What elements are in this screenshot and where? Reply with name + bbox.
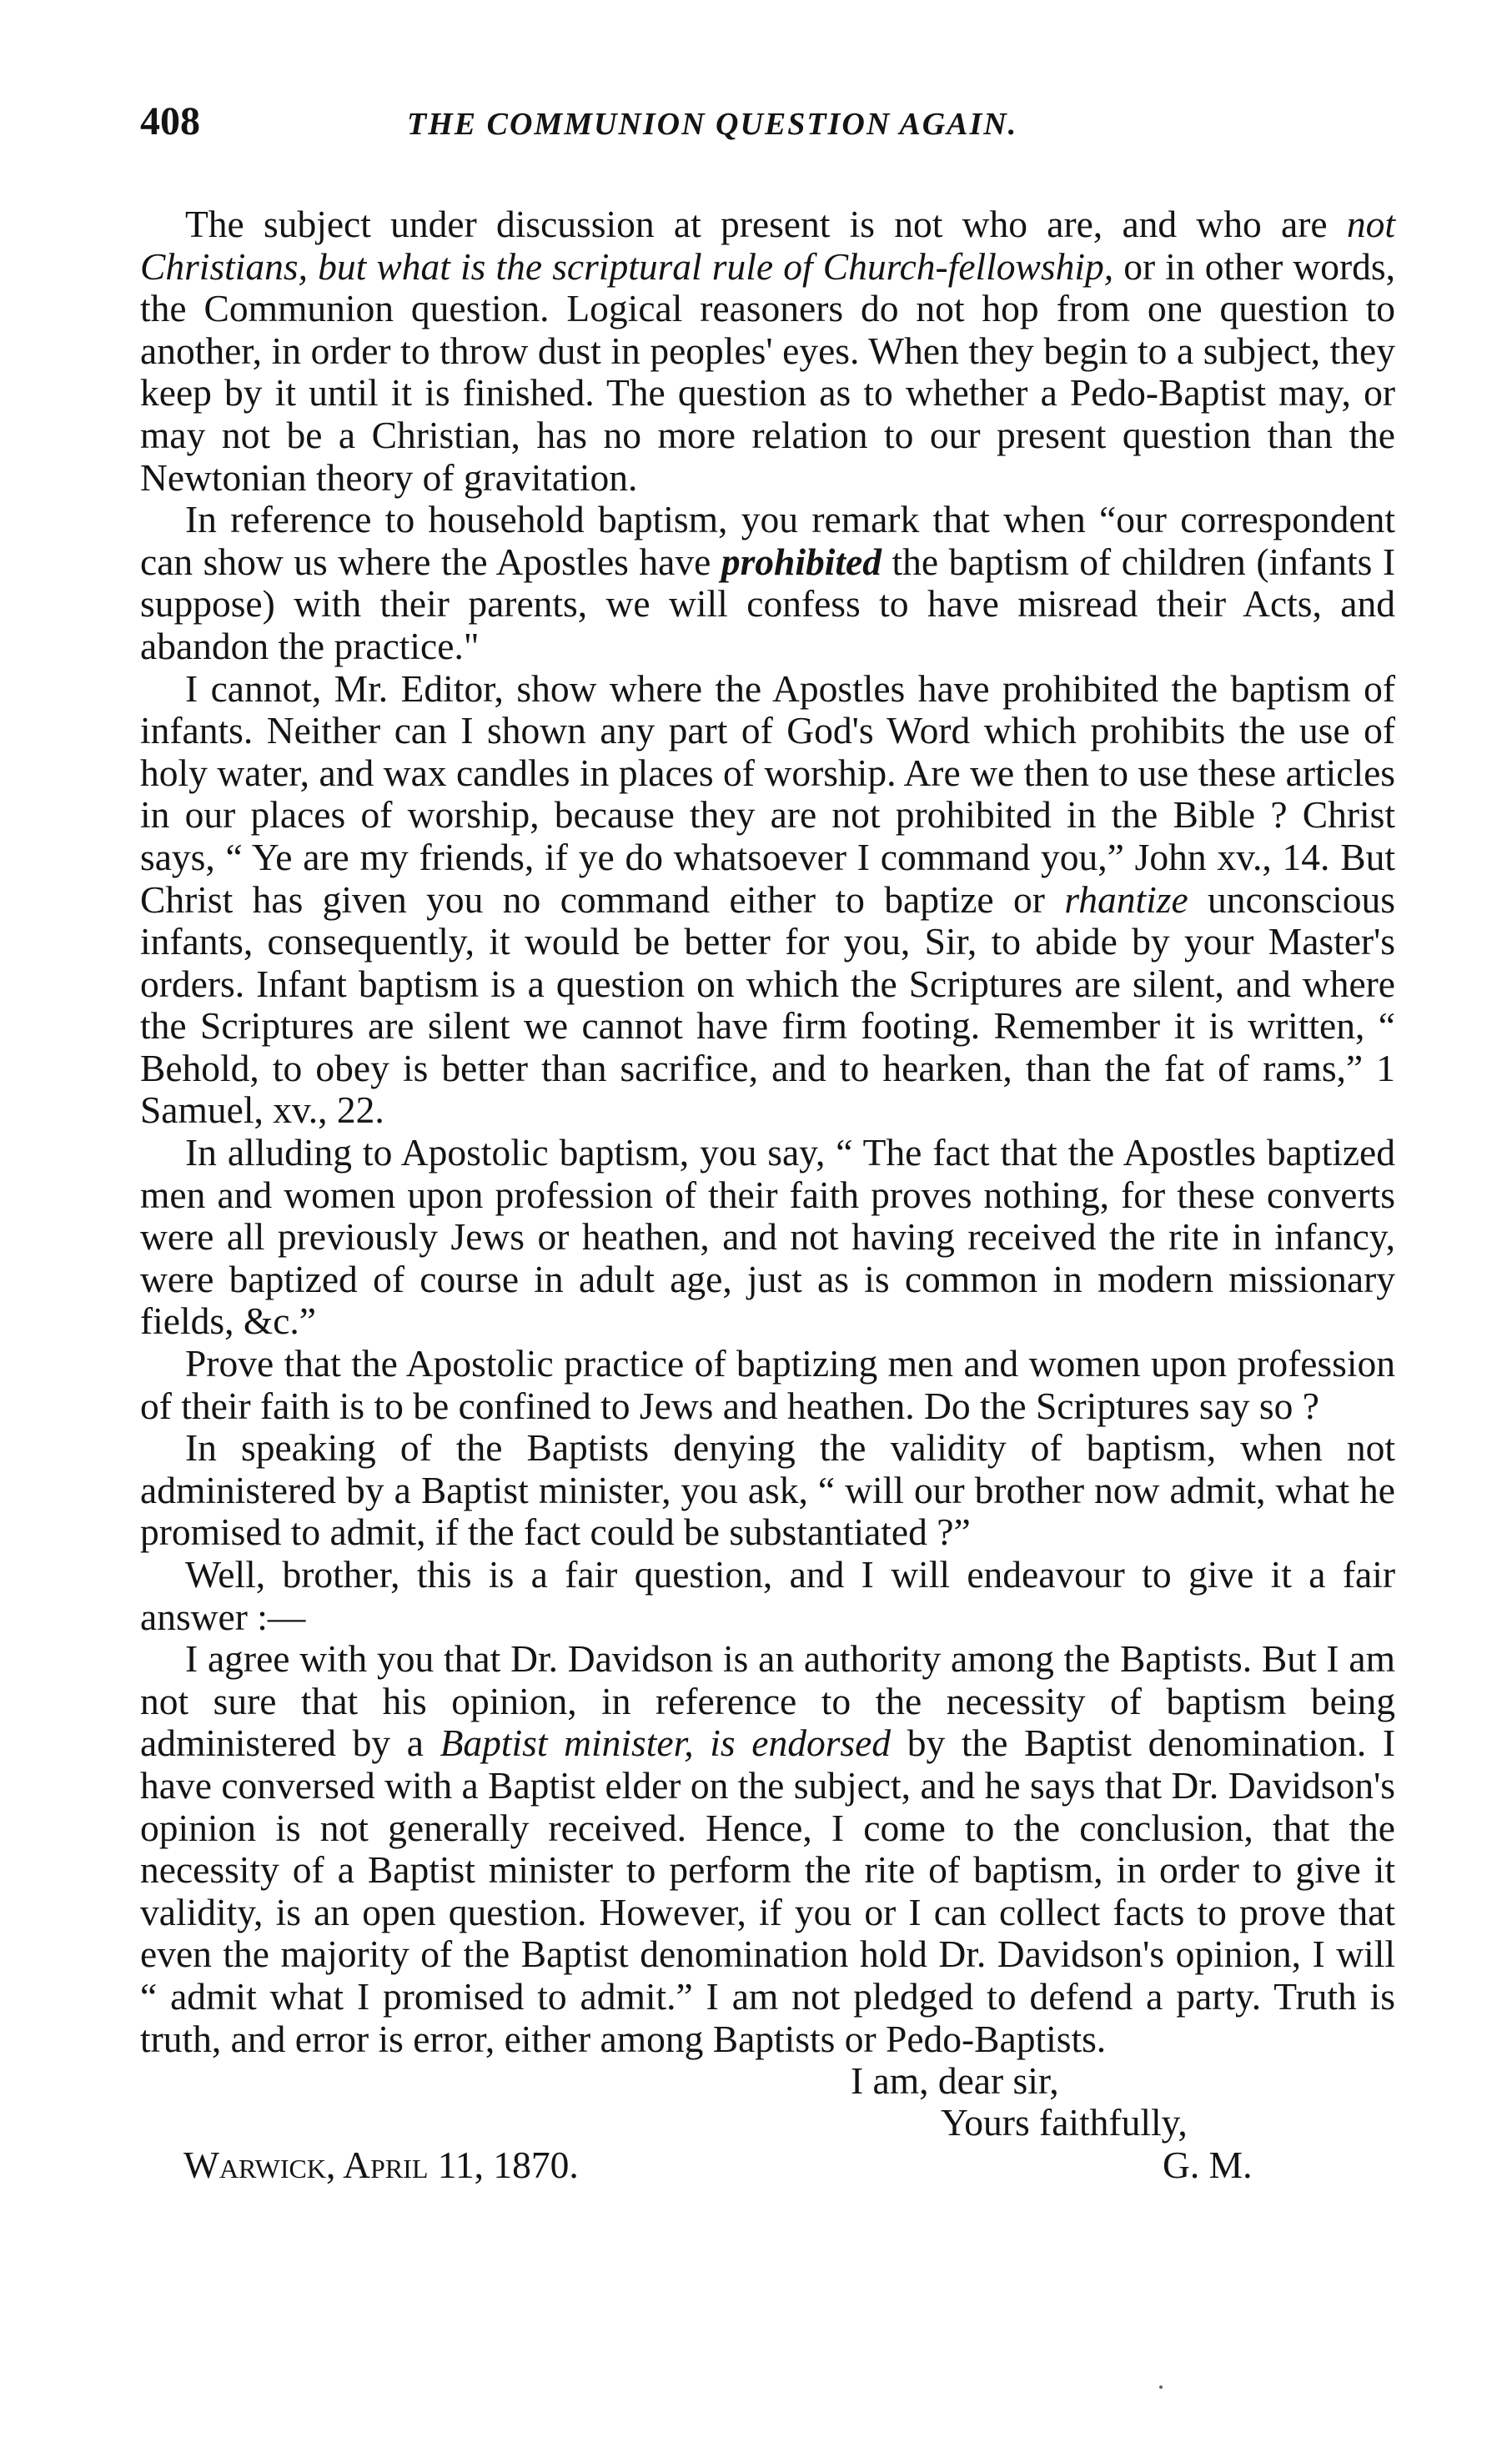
body-text [140, 204, 1395, 2060]
text-run: I cannot, Mr. Editor, show where the Apostles have prohibited the baptism of infants. Neither can I shown any part of God's Word which prohibits the use of holy water, and wax candles in places of worship. Are we then to use these articles in our places of worship, because they are not prohibited in the Bible ? Christ says, “ Ye are my friends, if ye do whatsoever I command you,” John xv., 14. But Christ has given you no command either to baptize or [140, 666, 1395, 921]
paragraph [140, 1638, 1395, 2060]
text-run: Prove that the Apostolic practice of baptizing men and women upon profession of their faith is to be confined to Jews and heathen. Do the Scriptures say so ? [140, 1342, 1395, 1427]
paragraph [140, 1343, 1395, 1427]
paragraph [140, 204, 1395, 499]
text-run: In alluding to Apostolic baptism, you say, “ The fact that the Apostles baptized men and women upon profession of their faith proves nothing, for these converts were all previously Jews or heathen, and not having received the rite in infancy, were baptized of course in adult age, just as is common in modern missionary fields, &c.” [140, 1131, 1395, 1343]
text-run: In reference to household baptism, you remark that when “our correspondent can show us where the Apostles have [140, 498, 1395, 583]
text-run: I agree with you that Dr. Davidson is an authority among the Baptists. But I am not sure that his opinion, in reference to the necessity of baptism being administered by a [140, 1637, 1395, 1765]
text-run: or in other words, the Communion question. Logical reasoners do not hop from one question to another, in order to throw dust in peoples' eyes. When they begin to a subject, they keep by it until it is finished. The question as to whether a Pedo-Baptist may, or may not be a Christian, has no more relation to our present question than the Newtonian theory of gravitation. [140, 244, 1395, 499]
running-title: THE COMMUNION QUESTION AGAIN. [407, 107, 1018, 142]
text-run: In speaking of the Baptists denying the validity of baptism, when not administered by a Baptist minister, you ask, “ will our brother now admit, what he promised to admit, if the fact could be substantiated ?” [140, 1426, 1395, 1554]
author-initials: G. M. [1163, 2144, 1253, 2187]
text-run: The subject under discussion at present is not who are, and who are [185, 203, 1347, 245]
text-run: but what is the scriptural rule of Church-fellowship, [308, 244, 1114, 288]
text-run: Baptist minister, is endorsed [440, 1722, 892, 1765]
closing-salutation: I am, dear sir, [851, 2059, 1059, 2103]
text-run: prohibited [721, 540, 882, 583]
text-run: by the Baptist denomination. I have conversed with a Baptist elder on the subject, and he says that Dr. Davidson's opinion is not generally received. Hence, I come to the conclusion, that the necessity of a Baptist minister to perform the rite of baptism, in order to give it validity, is an open question. However, if you or I can collect facts to prove that even the majority of the Baptist denomination hold Dr. Davidson's opinion, I will “ admit what I promised to admit.” I am not pledged to defend a party. Truth is truth, and error is error, either among Baptists or Pedo-Baptists. [140, 1722, 1395, 2060]
text-run: unconscious infants, consequently, it would be better for you, Sir, to abide by your Master's orders. Infant baptism is a question on which the Scriptures are silent, and where the Scriptures are silent we cannot have firm footing. Remember it is written, “ Behold, to obey is better than sacrifice, and to hearken, than the fat of rams,” 1 Samuel, xv., 22. [140, 877, 1395, 1132]
text-run: Well, brother, this is a fair question, and I will endeavour to give it a fair answer :— [140, 1553, 1395, 1638]
print-speck [1159, 2385, 1163, 2389]
text-run: rhantize [1064, 877, 1188, 921]
page-number: 408 [140, 99, 200, 143]
paragraph [140, 499, 1395, 667]
paragraph [140, 1427, 1395, 1554]
paragraph [140, 668, 1395, 1133]
running-head [140, 98, 1395, 153]
paragraph [140, 1132, 1395, 1343]
place-date: Warwick, April 11, 1870. [183, 2144, 579, 2187]
paragraph [140, 1554, 1395, 1638]
letter-closing [140, 2060, 1395, 2187]
closing-valediction: Yours faithfully, [941, 2101, 1188, 2144]
text-run: the baptism of children (infants I suppose) with their parents, we will confess to have misread their Acts, and abandon the practice." [140, 540, 1396, 667]
text-run: not Christians, [140, 203, 1395, 288]
